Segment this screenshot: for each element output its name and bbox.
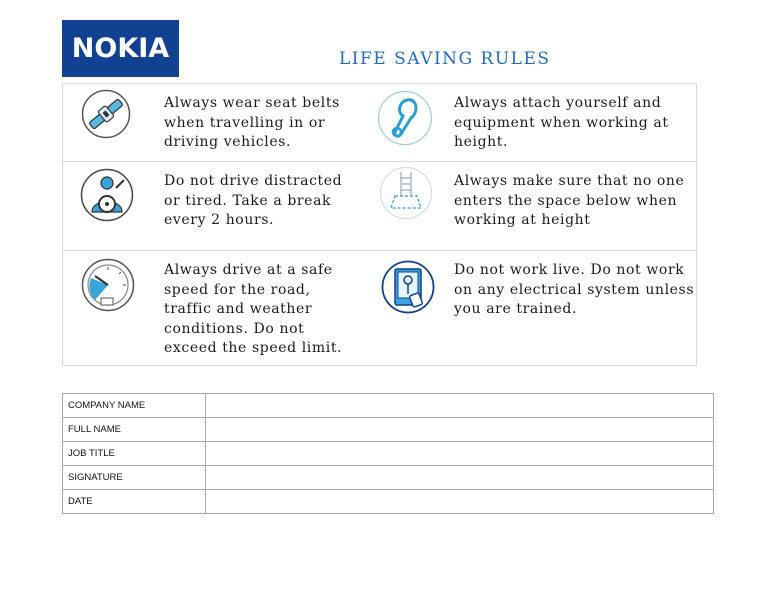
signoff-form bbox=[62, 393, 714, 514]
rule-text: Do not work live. Do not work on any electrical system unless you are trained. bbox=[454, 262, 695, 317]
rules-row bbox=[63, 162, 696, 251]
rule-text: Always wear seat belts when travelling in or driving vehicles. bbox=[164, 95, 340, 150]
page-title: LIFE SAVING RULES bbox=[339, 49, 551, 69]
table-row bbox=[63, 466, 714, 490]
seatbelt-icon bbox=[81, 89, 131, 139]
full-name-label: FULL NAME bbox=[63, 418, 206, 442]
rule-text: Always drive at a safe speed for the road, traffic and weather conditions. Do not exceed the speed limit. bbox=[164, 262, 343, 356]
nokia-logo bbox=[62, 20, 179, 77]
speedometer-icon bbox=[81, 258, 135, 312]
full-name-field[interactable] bbox=[206, 418, 714, 442]
rules-row bbox=[63, 251, 696, 366]
signature-field[interactable] bbox=[206, 466, 714, 490]
table-row bbox=[63, 490, 714, 514]
company-name-label: COMPANY NAME bbox=[63, 394, 206, 418]
safety-hook-icon bbox=[377, 90, 433, 146]
company-name-field[interactable] bbox=[206, 394, 714, 418]
rules-row bbox=[63, 84, 696, 162]
exclusion-zone-icon bbox=[379, 166, 433, 220]
signature-label: SIGNATURE bbox=[63, 466, 206, 490]
job-title-field[interactable] bbox=[206, 442, 714, 466]
job-title-label: JOB TITLE bbox=[63, 442, 206, 466]
date-field[interactable] bbox=[206, 490, 714, 514]
rules-table bbox=[62, 83, 697, 366]
date-label: DATE bbox=[63, 490, 206, 514]
table-row bbox=[63, 442, 714, 466]
rule-text: Always make sure that no one enters the space below when working at height bbox=[454, 173, 685, 228]
table-row bbox=[63, 394, 714, 418]
table-row bbox=[63, 418, 714, 442]
logo-text: NOKIA bbox=[71, 33, 170, 64]
electrical-panel-icon bbox=[381, 260, 435, 314]
rule-text: Always attach yourself and equipment when working at height. bbox=[454, 95, 669, 150]
distracted-driver-icon bbox=[80, 168, 134, 222]
rule-text: Do not drive distracted or tired. Take a break every 2 hours. bbox=[164, 173, 343, 228]
